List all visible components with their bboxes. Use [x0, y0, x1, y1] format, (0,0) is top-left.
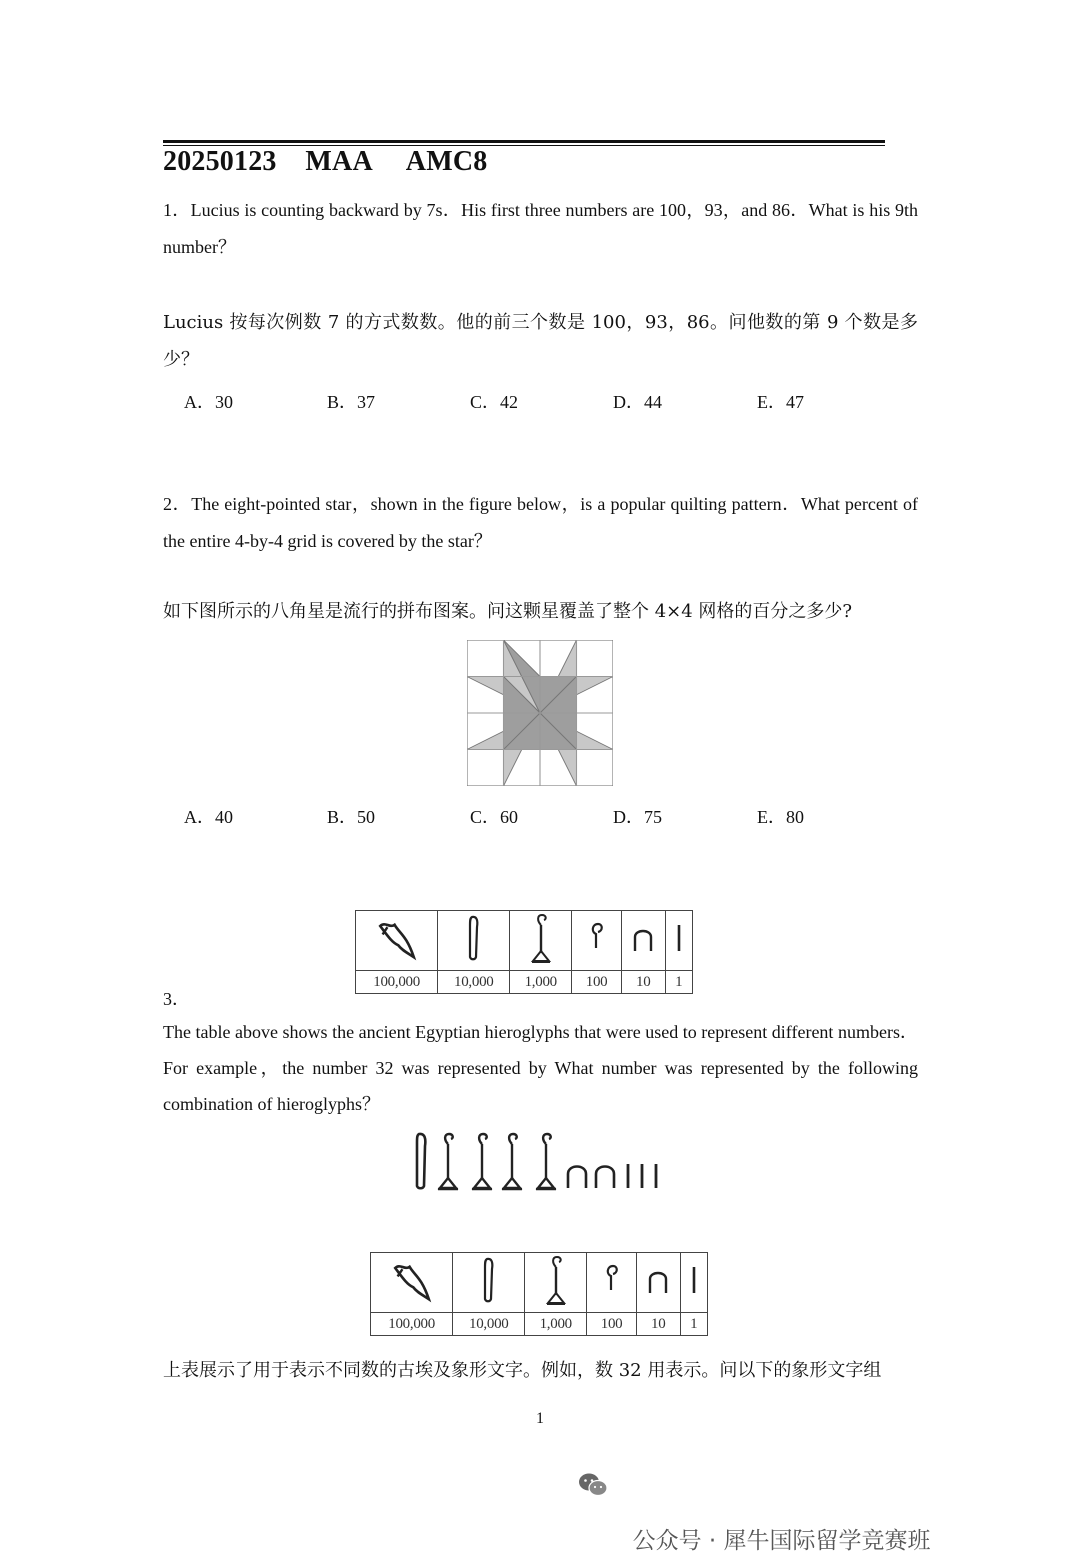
heel-bone-icon — [568, 1167, 586, 1189]
heel-bone-icon — [636, 1253, 680, 1313]
table2-value-10000: 10,000 — [453, 1313, 525, 1336]
q2-choice-a: A．40 — [184, 807, 233, 827]
q2-text-en: 2．The eight-pointed star，shown in the figure below，is a popular quilting pattern．What percent of the entire 4-by-4 grid is covered by the star？ — [163, 494, 918, 551]
table1-value-1: 1 — [665, 971, 692, 994]
lotus-flower-icon — [438, 1134, 458, 1189]
hieroglyph-table-2 — [370, 1252, 708, 1336]
q3-text-en: The table above shows the ancient Egyptian hieroglyphs that were used to represent different numbers．For example，the number 32 was represented by What number was represented by the following combination of hieroglyphs？ — [163, 1022, 918, 1114]
finger-icon — [438, 911, 510, 971]
coil-rope-icon — [572, 911, 622, 971]
footer-watermark — [618, 1470, 931, 1555]
q2-choice-d: D．75 — [613, 807, 662, 827]
q3-number: 3． — [163, 989, 190, 1009]
q1-choice-c: C．42 — [470, 392, 519, 412]
lotus-flower-icon — [536, 1134, 556, 1189]
lotus-flower-icon — [510, 911, 572, 971]
finger-icon — [417, 1134, 425, 1188]
table2-value-100000: 100,000 — [371, 1313, 453, 1336]
table1-value-100000: 100,000 — [356, 971, 438, 994]
q3-text-cn: 上表展示了用于表示不同数的古埃及象形文字。例如，数 32 用表示。问以下的象形文字组 — [163, 1360, 882, 1381]
stroke-icon — [665, 911, 692, 971]
table2-value-10: 10 — [636, 1313, 680, 1336]
star-figure — [467, 640, 613, 786]
lotus-tadpole-icon — [371, 1253, 453, 1313]
q1-text-en: 1．Lucius is counting backward by 7s．His first three numbers are 100，93，and 86．What is his 9th number？ — [163, 200, 918, 257]
table1-value-10: 10 — [621, 971, 665, 994]
lotus-tadpole-icon — [356, 911, 438, 971]
heel-bone-icon — [596, 1167, 614, 1189]
q1-choice-d: D．44 — [613, 392, 662, 412]
q1-choice-a: A．30 — [184, 392, 233, 412]
q2-text-cn: 如下图所示的八角星是流行的拼布图案。问这颗星覆盖了整个 4×4 网格的百分之多少? — [163, 601, 853, 622]
q1-text-cn: Lucius 按每次例数 7 的方式数数。他的前三个数是 100，93，86。问他数的第 9 个数是多少？ — [163, 312, 918, 370]
table2-value-100: 100 — [587, 1313, 637, 1336]
coil-rope-icon — [587, 1253, 637, 1313]
stroke-icon — [628, 1164, 656, 1188]
table1-value-1000: 1,000 — [510, 971, 572, 994]
finger-icon — [453, 1253, 525, 1313]
lotus-flower-icon — [502, 1134, 522, 1189]
header-rule-thick — [163, 140, 885, 143]
table2-value-1: 1 — [680, 1313, 707, 1336]
wechat-icon — [578, 1472, 608, 1498]
heel-bone-icon — [621, 911, 665, 971]
lotus-flower-icon — [472, 1134, 492, 1189]
q2-choice-c: C．60 — [470, 807, 519, 827]
q1-choice-b: B．37 — [327, 392, 376, 412]
q1-choice-e: E．47 — [757, 392, 804, 412]
table1-value-100: 100 — [572, 971, 622, 994]
page-number: 1 — [536, 1410, 544, 1427]
lotus-flower-icon — [525, 1253, 587, 1313]
hieroglyph-table-1 — [355, 910, 693, 994]
hieroglyph-combination — [410, 1128, 670, 1194]
table2-value-1000: 1,000 — [525, 1313, 587, 1336]
stroke-icon — [680, 1253, 707, 1313]
page-title: 20250123 MAA AMC8 — [163, 146, 488, 177]
footer-text: 公众号 · 犀牛国际留学竞赛班 — [632, 1528, 931, 1554]
table1-value-10000: 10,000 — [438, 971, 510, 994]
q2-choice-b: B．50 — [327, 807, 376, 827]
q2-choice-e: E．80 — [757, 807, 804, 827]
